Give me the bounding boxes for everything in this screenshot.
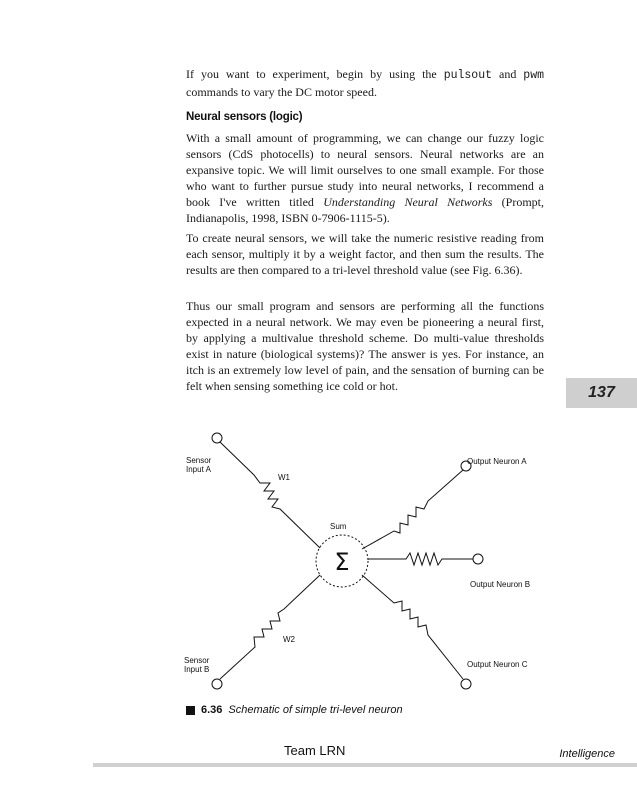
- sensor-b-label-line2: Input B: [184, 665, 210, 674]
- footer-watermark: Team LRN: [284, 743, 346, 758]
- neuron-schematic-figure: [180, 425, 570, 695]
- intro-text-2: and: [492, 67, 524, 81]
- page-number-tab: 137: [566, 378, 637, 408]
- sensor-b-label-line1: Sensor: [184, 656, 210, 665]
- caption-bullet: [186, 706, 195, 715]
- intro-paragraph: [186, 66, 544, 100]
- caption-number: 6.36: [201, 704, 223, 716]
- paragraph-1-text: With a small amount of programming, we can change our fuzzy logic sensors (CdS photocells) to neural sensors. Neural networks are an expansive topic. We will limit ourselves to one small example. For those who want to further pursue study into neural networks, I recommend a book I've written titled: [186, 131, 544, 209]
- output-a-label: Output Neuron A: [467, 457, 527, 466]
- sensor-a-terminal: [212, 433, 222, 443]
- output-c-terminal: [461, 679, 471, 689]
- sensor-a-label-line2: Input A: [186, 465, 211, 474]
- output-b-lead: [368, 553, 473, 565]
- paragraph-1-end: (Prompt, Indianapolis, 1998, ISBN 0-7906-1115-5).: [186, 195, 545, 225]
- neuron-schematic: [180, 425, 570, 695]
- caption-text: Schematic of simple tri-level neuron: [228, 704, 403, 716]
- intro-text-1: If you want to experiment, begin by using the: [186, 67, 444, 81]
- sigma-symbol: Σ: [334, 548, 350, 576]
- w1-label: W1: [278, 473, 290, 482]
- w1-resistor-lead: [220, 442, 320, 548]
- output-a-lead: [362, 470, 463, 549]
- paragraph-create-sensors: To create neural sensors, we will take the numeric resistive reading from each sensor, multiply it by a weight factor, and then sum the results. The results are then compared to a tri-level threshold value (see Fig. 6.36).: [186, 231, 544, 277]
- paragraph-neural-sensors: [186, 130, 544, 226]
- section-heading: Neural sensors (logic): [186, 111, 303, 123]
- footer-rule: [93, 763, 637, 767]
- intro-text-3: commands to vary the DC motor speed.: [186, 85, 377, 99]
- code-pulsout: pulsout: [443, 69, 493, 82]
- footer-chapter: Intelligence: [559, 748, 615, 760]
- sum-label: Sum: [330, 522, 347, 531]
- w2-resistor-lead: [220, 575, 320, 679]
- w2-label: W2: [283, 635, 295, 644]
- code-pwm: pwm: [523, 69, 545, 82]
- paragraph-program-summary: Thus our small program and sensors are performing all the functions expected in a neural network. We may even be pioneering a neural first, by applying a multivalue threshold scheme. Do multi-value thresholds exist in nature (biological systems)? The answer is yes. For instance, an itch is an extremely low level of pain, and the sensation of burning can be felt when sensing something ice cold or hot.: [186, 299, 544, 393]
- sensor-b-terminal: [212, 679, 222, 689]
- book-title: Understanding Neural Networks: [323, 195, 493, 209]
- output-b-label: Output Neuron B: [470, 580, 531, 589]
- figure-caption: [186, 704, 403, 716]
- output-c-lead: [362, 575, 463, 679]
- sensor-a-label-line1: Sensor: [186, 456, 212, 465]
- output-b-terminal: [473, 554, 483, 564]
- output-c-label: Output Neuron C: [467, 660, 528, 669]
